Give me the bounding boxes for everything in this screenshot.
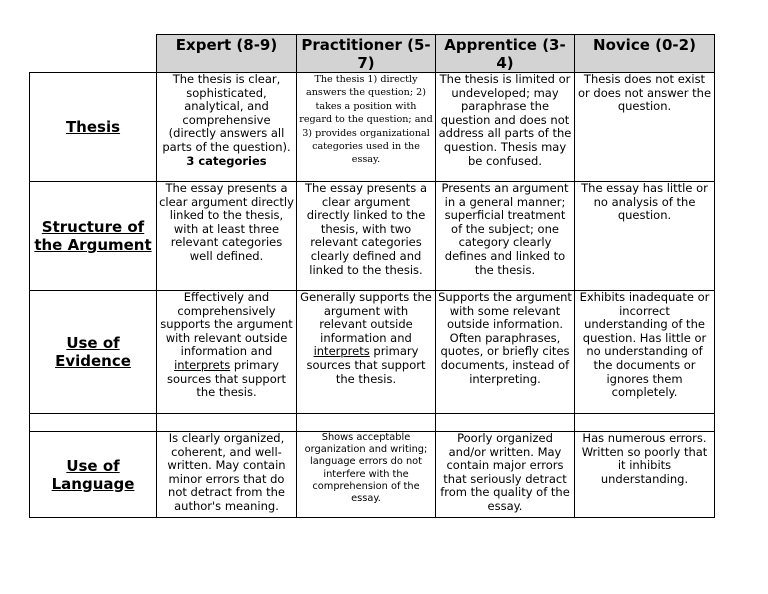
evidence-expert-cell: Effectively and comprehensively supports the argument with relevant outside information and interprets primary sources that support the thesis. [157,291,297,414]
spacer-row [30,414,715,432]
evidence-practitioner-cell: Generally supports the argument with relevant outside information and interprets primary sources that support the thesis. [297,291,436,414]
criterion-thesis: Thesis [30,73,157,182]
thesis-apprentice-cell: The thesis is limited or undeveloped; may paraphrase the question and does not address all parts of the question. Thesis may be confused. [436,73,575,182]
evidence-apprentice-cell: Supports the argument with some relevant outside information. Often paraphrases, quotes, or briefly cites documents, instead of interpreting. [436,291,575,414]
rubric-table [29,34,715,518]
corner-cell [30,35,157,73]
level-header-practitioner: Practitioner (5-7) [297,35,436,73]
structure-expert-cell: The essay presents a clear argument directly linked to the thesis, with at least three relevant categories well defined. [157,182,297,291]
spacer-cell [297,414,436,432]
table-row-evidence [30,291,715,414]
criterion-structure: Structure of the Argument [30,182,157,291]
spacer-cell [436,414,575,432]
language-expert-cell: Is clearly organized, coherent, and well-written. May contain minor errors that do not detract from the author's meaning. [157,432,297,518]
thesis-practitioner-cell: The thesis 1) directly answers the question; 2) takes a position with regard to the question; and 3) provides organizational categories used in the essay. [297,73,436,182]
table-row-thesis [30,73,715,182]
criterion-evidence: Use of Evidence [30,291,157,414]
structure-apprentice-cell: Presents an argument in a general manner; superficial treatment of the subject; one category clearly defines and linked to the thesis. [436,182,575,291]
table-row-language [30,432,715,518]
level-header-expert: Expert (8-9) [157,35,297,73]
criterion-language: Use of Language [30,432,157,518]
spacer-cell [575,414,715,432]
structure-practitioner-cell: The essay presents a clear argument directly linked to the thesis, with two relevant categories clearly defined and linked to the thesis. [297,182,436,291]
thesis-expert-note: 3 categories [186,153,267,168]
header-row [30,35,715,73]
language-novice-cell: Has numerous errors. Written so poorly that it inhibits understanding. [575,432,715,518]
thesis-novice-cell: Thesis does not exist or does not answer the question. [575,73,715,182]
structure-novice-cell: The essay has little or no analysis of the question. [575,182,715,291]
spacer-cell [157,414,297,432]
language-apprentice-cell: Poorly organized and/or written. May contain major errors that seriously detract from the quality of the essay. [436,432,575,518]
evidence-novice-cell: Exhibits inadequate or incorrect understanding of the question. Has little or no understanding of the documents or ignores them completely. [575,291,715,414]
spacer-cell [30,414,157,432]
level-header-apprentice: Apprentice (3-4) [436,35,575,73]
language-practitioner-cell: Shows acceptable organization and writing; language errors do not interfere with the comprehension of the essay. [297,432,436,518]
level-header-novice: Novice (0-2) [575,35,715,73]
table-row-structure [30,182,715,291]
thesis-expert-cell: The thesis is clear, sophisticated, analytical, and comprehensive (directly answers all parts of the question). 3 categories [157,73,297,182]
